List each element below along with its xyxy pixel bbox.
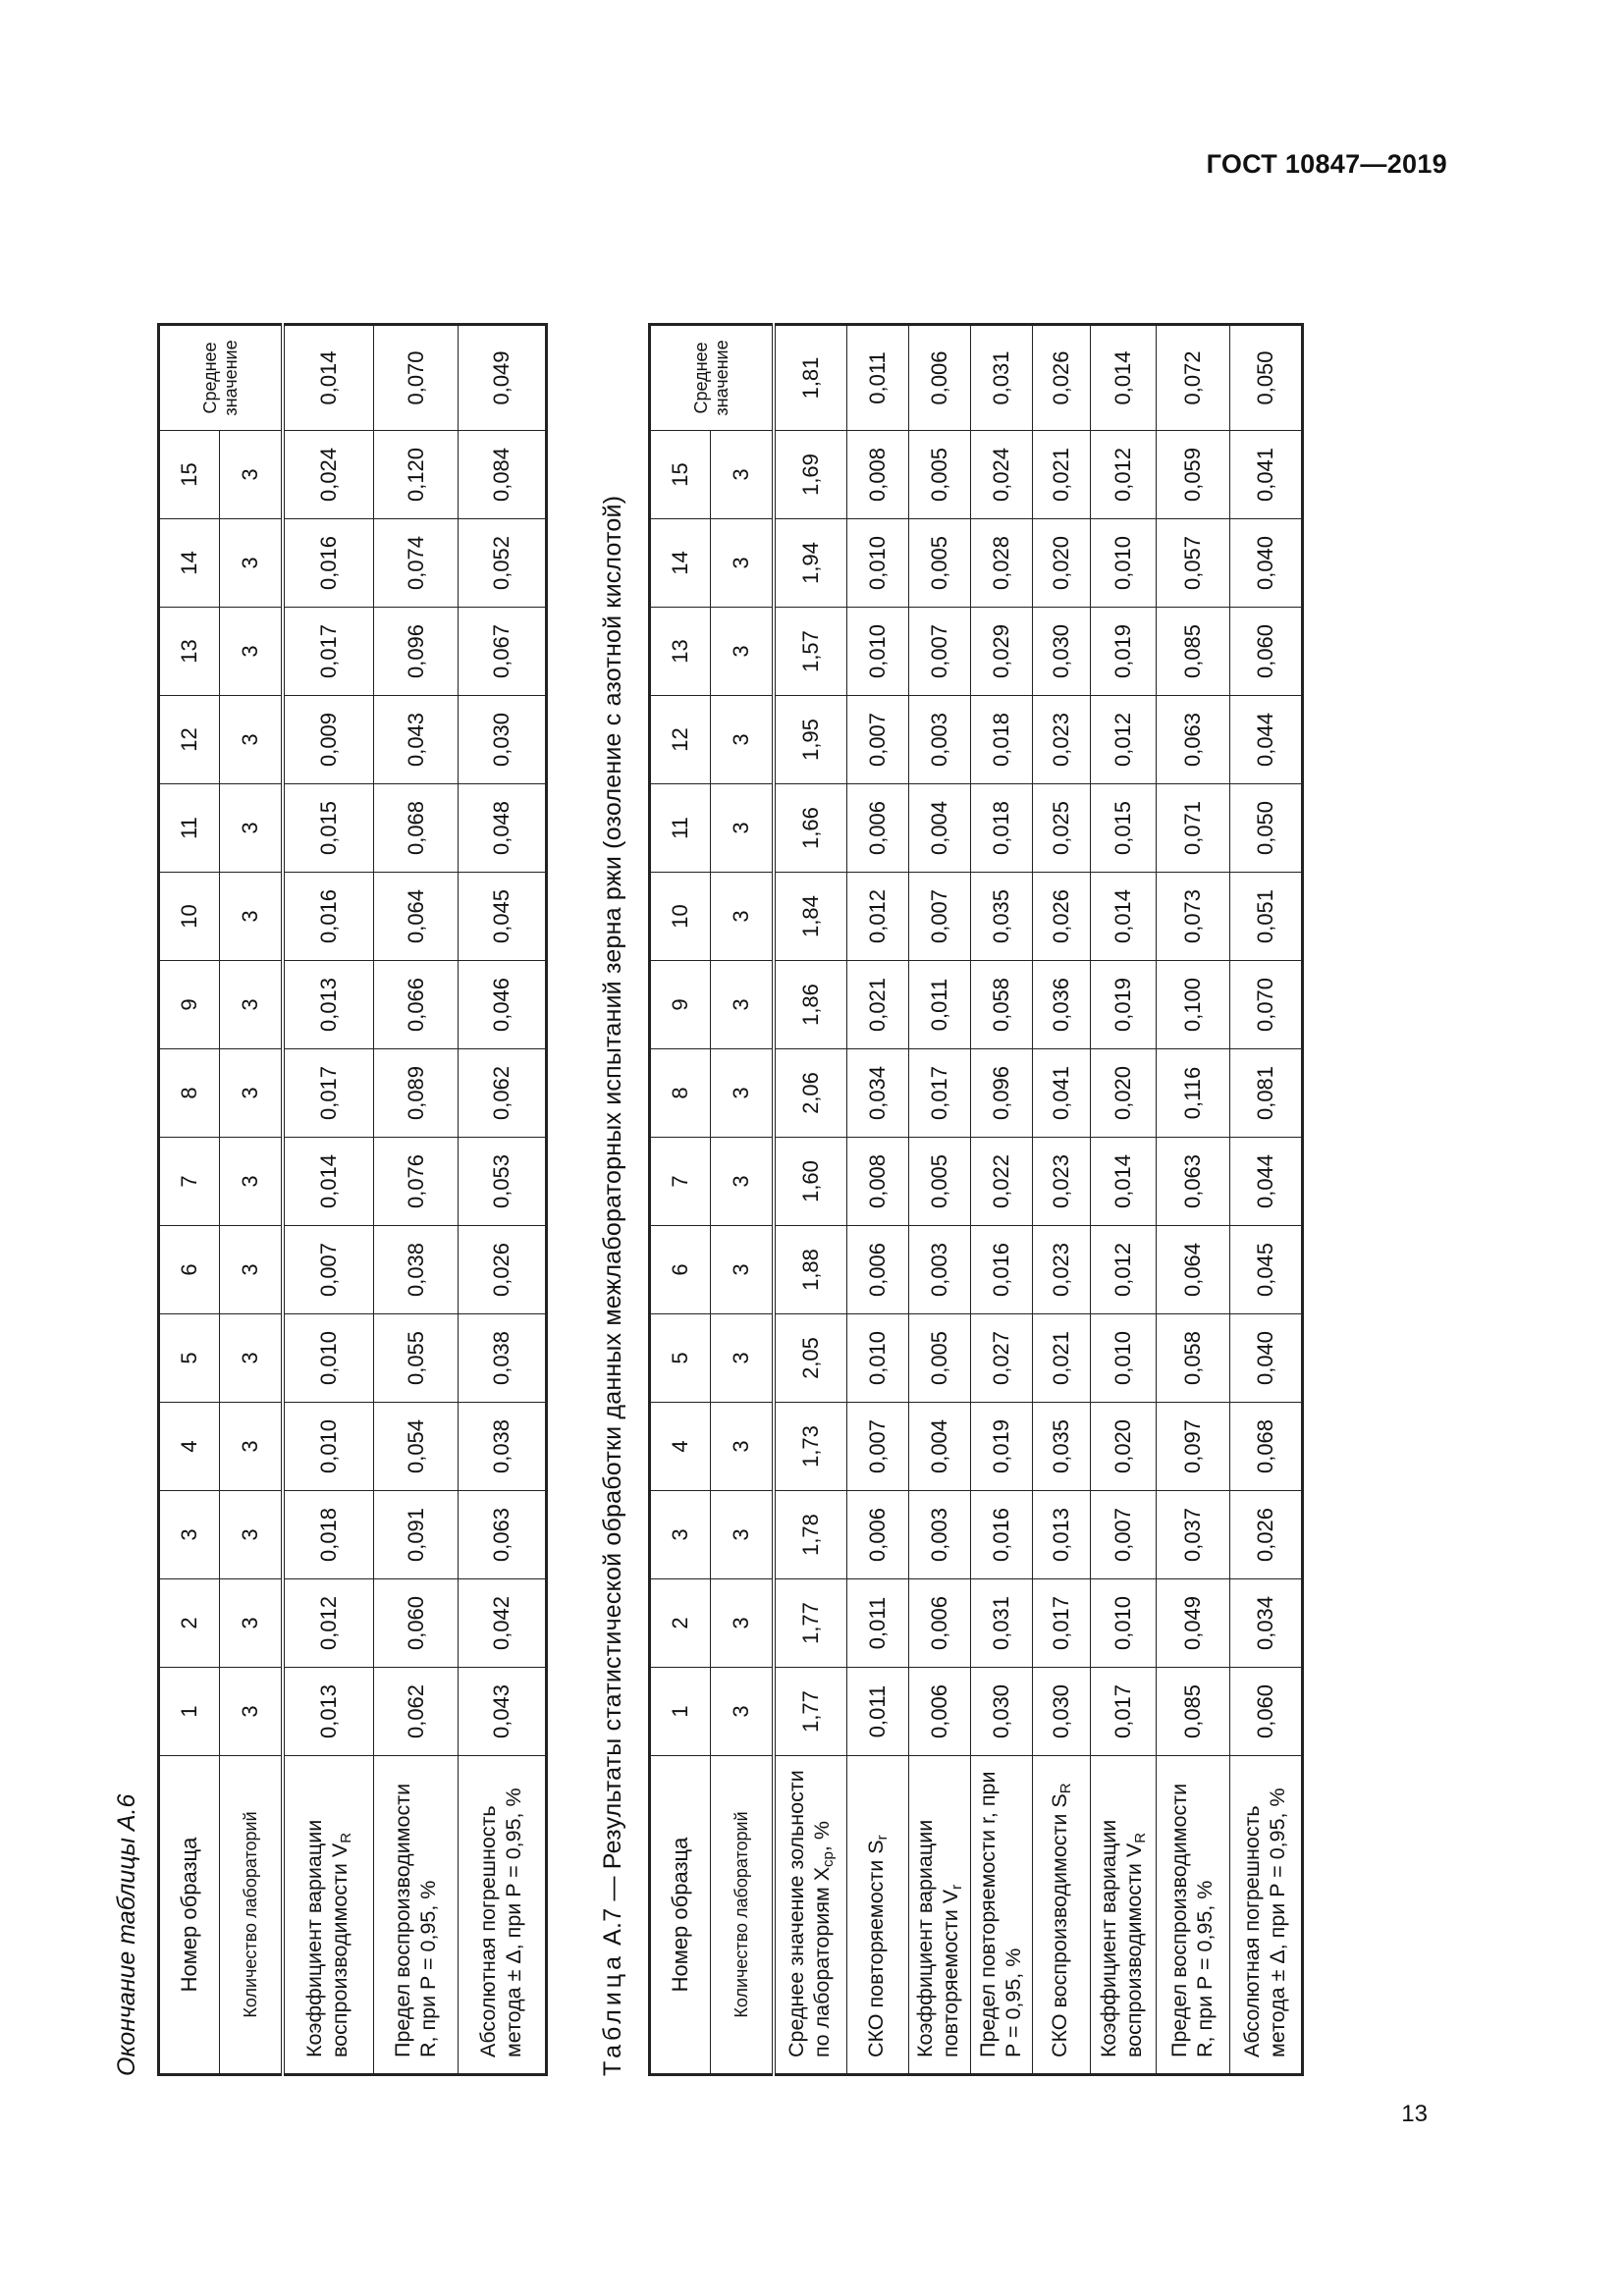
row-label-tail: , % bbox=[809, 1821, 834, 1852]
value-cell: 0,017 bbox=[1033, 1579, 1091, 1668]
sample-number-cell: 4 bbox=[650, 1403, 711, 1491]
average-cell: 0,014 bbox=[283, 325, 374, 431]
value-cell: 0,005 bbox=[909, 519, 971, 608]
value-cell: 0,063 bbox=[1157, 1138, 1230, 1226]
value-cell: 0,116 bbox=[1157, 1049, 1230, 1138]
value-cell: 1,78 bbox=[774, 1491, 847, 1579]
value-cell: 0,013 bbox=[283, 1668, 374, 1756]
value-cell: 0,049 bbox=[1157, 1579, 1230, 1668]
value-cell: 0,068 bbox=[1230, 1403, 1303, 1491]
value-cell: 1,86 bbox=[774, 961, 847, 1049]
value-cell: 0,018 bbox=[283, 1491, 374, 1579]
row-label-main: Среднее значение зольности по лабораториям X bbox=[785, 1770, 834, 2057]
row-label-main: Коэффициент вариации воспроизводимости V bbox=[1097, 1819, 1146, 2057]
value-cell: 0,035 bbox=[971, 873, 1033, 961]
lab-count-cell: 3 bbox=[220, 784, 284, 873]
value-cell: 0,058 bbox=[971, 961, 1033, 1049]
sample-number-cell: 1 bbox=[650, 1668, 711, 1756]
value-cell: 0,006 bbox=[847, 1491, 909, 1579]
average-cell: 0,011 bbox=[847, 325, 909, 431]
sample-number-cell: 13 bbox=[650, 608, 711, 696]
average-cell: 0,072 bbox=[1157, 325, 1230, 431]
value-cell: 0,058 bbox=[1157, 1314, 1230, 1403]
value-cell: 0,071 bbox=[1157, 784, 1230, 873]
table-a7-caption bbox=[599, 496, 627, 2076]
value-cell: 0,023 bbox=[1033, 1226, 1091, 1314]
value-cell: 0,055 bbox=[374, 1314, 459, 1403]
value-cell: 0,010 bbox=[1091, 519, 1157, 608]
value-cell: 0,007 bbox=[847, 1403, 909, 1491]
value-cell: 0,030 bbox=[971, 1668, 1033, 1756]
table-header-row bbox=[650, 325, 711, 2075]
lab-count-cell: 3 bbox=[711, 1668, 775, 1756]
value-cell: 0,014 bbox=[283, 1138, 374, 1226]
lab-count-cell: 3 bbox=[220, 1138, 284, 1226]
header-lab-count: Количество лабораторий bbox=[220, 1756, 284, 2075]
value-cell: 0,041 bbox=[1230, 431, 1303, 519]
row-label-subscript: r bbox=[874, 1835, 891, 1841]
row-label-main: СКО повторяемости S bbox=[864, 1840, 888, 2057]
value-cell: 0,011 bbox=[909, 961, 971, 1049]
value-cell: 0,030 bbox=[1033, 1668, 1091, 1756]
page-number: 13 bbox=[1401, 2101, 1428, 2127]
value-cell: 0,005 bbox=[909, 1138, 971, 1226]
value-cell: 0,045 bbox=[1230, 1226, 1303, 1314]
value-cell: 0,007 bbox=[909, 608, 971, 696]
value-cell: 0,074 bbox=[374, 519, 459, 608]
value-cell: 0,015 bbox=[283, 784, 374, 873]
lab-count-cell: 3 bbox=[711, 784, 775, 873]
value-cell: 0,030 bbox=[1033, 608, 1091, 696]
sample-number-cell: 12 bbox=[159, 696, 220, 784]
lab-count-cell: 3 bbox=[220, 1491, 284, 1579]
row-label bbox=[283, 1756, 374, 2075]
value-cell: 0,067 bbox=[459, 608, 547, 696]
row-label bbox=[374, 1756, 459, 2075]
value-cell: 0,048 bbox=[459, 784, 547, 873]
table-row bbox=[909, 325, 971, 2075]
value-cell: 1,88 bbox=[774, 1226, 847, 1314]
value-cell: 0,027 bbox=[971, 1314, 1033, 1403]
average-cell: 0,070 bbox=[374, 325, 459, 431]
table-header-row bbox=[711, 325, 775, 2075]
row-label bbox=[1091, 1756, 1157, 2075]
value-cell: 0,073 bbox=[1157, 873, 1230, 961]
row-label bbox=[971, 1756, 1033, 2075]
value-cell: 0,005 bbox=[909, 1314, 971, 1403]
row-label-main: Коэффициент вариации воспроизводимости V bbox=[302, 1819, 352, 2057]
table-row bbox=[374, 325, 459, 2075]
value-cell: 0,015 bbox=[1091, 784, 1157, 873]
lab-count-cell: 3 bbox=[711, 1049, 775, 1138]
value-cell: 0,063 bbox=[1157, 696, 1230, 784]
value-cell: 0,012 bbox=[847, 873, 909, 961]
sample-number-cell: 2 bbox=[159, 1579, 220, 1668]
value-cell: 0,064 bbox=[1157, 1226, 1230, 1314]
value-cell: 0,020 bbox=[1033, 519, 1091, 608]
value-cell: 0,031 bbox=[971, 1579, 1033, 1668]
value-cell: 0,040 bbox=[1230, 1314, 1303, 1403]
value-cell: 0,100 bbox=[1157, 961, 1230, 1049]
lab-count-cell: 3 bbox=[220, 873, 284, 961]
lab-count-cell: 3 bbox=[220, 1579, 284, 1668]
lab-count-cell: 3 bbox=[220, 961, 284, 1049]
value-cell: 1,94 bbox=[774, 519, 847, 608]
value-cell: 0,051 bbox=[1230, 873, 1303, 961]
value-cell: 2,06 bbox=[774, 1049, 847, 1138]
value-cell: 0,097 bbox=[1157, 1403, 1230, 1491]
value-cell: 1,84 bbox=[774, 873, 847, 961]
row-label-subscript: R bbox=[337, 1832, 354, 1843]
lab-count-cell: 3 bbox=[711, 1579, 775, 1668]
value-cell: 0,006 bbox=[847, 1226, 909, 1314]
value-cell: 0,085 bbox=[1157, 1668, 1230, 1756]
table-row bbox=[971, 325, 1033, 2075]
row-label-main: СКО воспроизводимости S bbox=[1048, 1793, 1071, 2057]
value-cell: 0,010 bbox=[847, 1314, 909, 1403]
value-cell: 0,038 bbox=[374, 1226, 459, 1314]
value-cell: 0,068 bbox=[374, 784, 459, 873]
header-lab-count: Количество лабораторий bbox=[711, 1756, 775, 2075]
value-cell: 0,022 bbox=[971, 1138, 1033, 1226]
sample-number-cell: 8 bbox=[159, 1049, 220, 1138]
sample-number-cell: 6 bbox=[650, 1226, 711, 1314]
value-cell: 0,010 bbox=[847, 608, 909, 696]
lab-count-cell: 3 bbox=[711, 519, 775, 608]
row-label bbox=[847, 1756, 909, 2075]
table-row bbox=[1157, 325, 1230, 2075]
sample-number-cell: 7 bbox=[159, 1138, 220, 1226]
table-row bbox=[283, 325, 374, 2075]
value-cell: 0,020 bbox=[1091, 1403, 1157, 1491]
value-cell: 0,044 bbox=[1230, 696, 1303, 784]
value-cell: 1,66 bbox=[774, 784, 847, 873]
value-cell: 0,003 bbox=[909, 696, 971, 784]
table-header-row bbox=[220, 325, 284, 2075]
value-cell: 0,045 bbox=[459, 873, 547, 961]
average-cell: 0,049 bbox=[459, 325, 547, 431]
value-cell: 0,006 bbox=[847, 784, 909, 873]
lab-count-cell: 3 bbox=[711, 431, 775, 519]
value-cell: 0,014 bbox=[1091, 873, 1157, 961]
value-cell: 0,013 bbox=[1033, 1491, 1091, 1579]
value-cell: 1,77 bbox=[774, 1579, 847, 1668]
lab-count-cell: 3 bbox=[711, 873, 775, 961]
value-cell: 0,043 bbox=[374, 696, 459, 784]
value-cell: 0,026 bbox=[1033, 873, 1091, 961]
value-cell: 0,007 bbox=[847, 696, 909, 784]
lab-count-cell: 3 bbox=[711, 1491, 775, 1579]
lab-count-cell: 3 bbox=[220, 1049, 284, 1138]
value-cell: 0,006 bbox=[909, 1579, 971, 1668]
value-cell: 0,021 bbox=[1033, 1314, 1091, 1403]
value-cell: 0,040 bbox=[1230, 519, 1303, 608]
value-cell: 0,096 bbox=[971, 1049, 1033, 1138]
value-cell: 0,076 bbox=[374, 1138, 459, 1226]
value-cell: 0,010 bbox=[1091, 1314, 1157, 1403]
value-cell: 0,081 bbox=[1230, 1049, 1303, 1138]
value-cell: 0,013 bbox=[283, 961, 374, 1049]
lab-count-cell: 3 bbox=[220, 431, 284, 519]
value-cell: 0,050 bbox=[1230, 784, 1303, 873]
lab-count-cell: 3 bbox=[711, 1314, 775, 1403]
average-cell: 0,026 bbox=[1033, 325, 1091, 431]
row-label-subscript: r bbox=[947, 1884, 965, 1890]
row-label-main: Абсолютная погрешность метода ± Δ, при P = 0,95, % bbox=[1240, 1788, 1289, 2057]
lab-count-cell: 3 bbox=[711, 608, 775, 696]
value-cell: 0,016 bbox=[971, 1226, 1033, 1314]
value-cell: 0,059 bbox=[1157, 431, 1230, 519]
value-cell: 0,085 bbox=[1157, 608, 1230, 696]
value-cell: 0,016 bbox=[283, 519, 374, 608]
value-cell: 0,003 bbox=[909, 1491, 971, 1579]
value-cell: 0,016 bbox=[971, 1491, 1033, 1579]
value-cell: 0,038 bbox=[459, 1403, 547, 1491]
value-cell: 0,063 bbox=[459, 1491, 547, 1579]
lab-count-cell: 3 bbox=[220, 696, 284, 784]
value-cell: 0,062 bbox=[374, 1668, 459, 1756]
sample-number-cell: 10 bbox=[650, 873, 711, 961]
value-cell: 0,007 bbox=[909, 873, 971, 961]
value-cell: 0,007 bbox=[283, 1226, 374, 1314]
value-cell: 0,018 bbox=[971, 696, 1033, 784]
value-cell: 0,023 bbox=[1033, 696, 1091, 784]
lab-count-cell: 3 bbox=[711, 961, 775, 1049]
value-cell: 0,009 bbox=[283, 696, 374, 784]
value-cell: 0,011 bbox=[847, 1668, 909, 1756]
sample-number-cell: 14 bbox=[159, 519, 220, 608]
sample-number-cell: 13 bbox=[159, 608, 220, 696]
table-a6-caption: Окончание таблицы А.6 bbox=[113, 1793, 140, 2076]
table-row bbox=[459, 325, 547, 2075]
lab-count-cell: 3 bbox=[220, 1668, 284, 1756]
sample-number-cell: 8 bbox=[650, 1049, 711, 1138]
value-cell: 0,017 bbox=[283, 608, 374, 696]
value-cell: 0,030 bbox=[459, 696, 547, 784]
value-cell: 1,57 bbox=[774, 608, 847, 696]
sample-number-cell: 12 bbox=[650, 696, 711, 784]
sample-number-cell: 15 bbox=[159, 431, 220, 519]
sample-number-cell: 7 bbox=[650, 1138, 711, 1226]
value-cell: 0,028 bbox=[971, 519, 1033, 608]
average-cell: 0,006 bbox=[909, 325, 971, 431]
value-cell: 0,054 bbox=[374, 1403, 459, 1491]
value-cell: 0,041 bbox=[1033, 1049, 1091, 1138]
value-cell: 0,007 bbox=[1091, 1491, 1157, 1579]
value-cell: 1,69 bbox=[774, 431, 847, 519]
value-cell: 0,057 bbox=[1157, 519, 1230, 608]
value-cell: 0,016 bbox=[283, 873, 374, 961]
sample-number-cell: 9 bbox=[159, 961, 220, 1049]
lab-count-cell: 3 bbox=[711, 696, 775, 784]
sample-number-cell: 11 bbox=[650, 784, 711, 873]
lab-count-cell: 3 bbox=[220, 1403, 284, 1491]
value-cell: 0,005 bbox=[909, 431, 971, 519]
sample-number-cell: 3 bbox=[650, 1491, 711, 1579]
table-row bbox=[1230, 325, 1303, 2075]
lab-count-cell: 3 bbox=[711, 1138, 775, 1226]
value-cell: 0,062 bbox=[459, 1049, 547, 1138]
value-cell: 0,042 bbox=[459, 1579, 547, 1668]
value-cell: 2,05 bbox=[774, 1314, 847, 1403]
value-cell: 0,089 bbox=[374, 1049, 459, 1138]
average-cell: 1,81 bbox=[774, 325, 847, 431]
sample-number-cell: 9 bbox=[650, 961, 711, 1049]
value-cell: 0,004 bbox=[909, 784, 971, 873]
value-cell: 0,096 bbox=[374, 608, 459, 696]
value-cell: 0,012 bbox=[283, 1579, 374, 1668]
value-cell: 1,77 bbox=[774, 1668, 847, 1756]
sample-number-cell: 5 bbox=[650, 1314, 711, 1403]
row-label-subscript: R bbox=[1057, 1783, 1074, 1794]
header-average: Среднее значение bbox=[650, 325, 775, 431]
value-cell: 1,60 bbox=[774, 1138, 847, 1226]
value-cell: 0,046 bbox=[459, 961, 547, 1049]
lab-count-cell: 3 bbox=[220, 608, 284, 696]
sample-number-cell: 6 bbox=[159, 1226, 220, 1314]
value-cell: 0,010 bbox=[283, 1403, 374, 1491]
header-sample-number: Номер образца bbox=[650, 1756, 711, 2075]
value-cell: 0,034 bbox=[1230, 1579, 1303, 1668]
value-cell: 0,012 bbox=[1091, 431, 1157, 519]
value-cell: 0,038 bbox=[459, 1314, 547, 1403]
value-cell: 0,034 bbox=[847, 1049, 909, 1138]
value-cell: 0,052 bbox=[459, 519, 547, 608]
value-cell: 0,091 bbox=[374, 1491, 459, 1579]
value-cell: 1,95 bbox=[774, 696, 847, 784]
sample-number-cell: 15 bbox=[650, 431, 711, 519]
average-cell: 0,050 bbox=[1230, 325, 1303, 431]
lab-count-cell: 3 bbox=[220, 1226, 284, 1314]
value-cell: 0,008 bbox=[847, 1138, 909, 1226]
value-cell: 0,036 bbox=[1033, 961, 1091, 1049]
value-cell: 0,019 bbox=[1091, 961, 1157, 1049]
value-cell: 0,010 bbox=[283, 1314, 374, 1403]
table-row bbox=[1091, 325, 1157, 2075]
value-cell: 0,012 bbox=[1091, 696, 1157, 784]
lab-count-cell: 3 bbox=[220, 519, 284, 608]
average-cell: 0,014 bbox=[1091, 325, 1157, 431]
value-cell: 0,006 bbox=[909, 1668, 971, 1756]
lab-count-cell: 3 bbox=[711, 1226, 775, 1314]
document-title: ГОСТ 10847—2019 bbox=[1206, 149, 1447, 179]
rotated-page-content bbox=[113, 231, 1458, 2076]
value-cell: 0,084 bbox=[459, 431, 547, 519]
row-label bbox=[459, 1756, 547, 2075]
value-cell: 0,070 bbox=[1230, 961, 1303, 1049]
row-label-main: Абсолютная погрешность метода ± Δ, при P = 0,95, % bbox=[476, 1788, 525, 2057]
value-cell: 0,017 bbox=[283, 1049, 374, 1138]
average-cell: 0,031 bbox=[971, 325, 1033, 431]
value-cell: 0,024 bbox=[971, 431, 1033, 519]
row-label-main: Предел воспроизводимости R, при P = 0,95, % bbox=[1167, 1783, 1217, 2057]
value-cell: 0,060 bbox=[374, 1579, 459, 1668]
value-cell: 0,019 bbox=[1091, 608, 1157, 696]
value-cell: 0,010 bbox=[1091, 1579, 1157, 1668]
sample-number-cell: 11 bbox=[159, 784, 220, 873]
table-row bbox=[847, 325, 909, 2075]
value-cell: 0,060 bbox=[1230, 608, 1303, 696]
value-cell: 0,025 bbox=[1033, 784, 1091, 873]
value-cell: 0,008 bbox=[847, 431, 909, 519]
value-cell: 0,023 bbox=[1033, 1138, 1091, 1226]
value-cell: 0,004 bbox=[909, 1403, 971, 1491]
value-cell: 1,73 bbox=[774, 1403, 847, 1491]
table-a6 bbox=[157, 323, 548, 2076]
value-cell: 0,014 bbox=[1091, 1138, 1157, 1226]
row-label bbox=[1157, 1756, 1230, 2075]
sample-number-cell: 5 bbox=[159, 1314, 220, 1403]
sample-number-cell: 2 bbox=[650, 1579, 711, 1668]
sample-number-cell: 10 bbox=[159, 873, 220, 961]
sample-number-cell: 14 bbox=[650, 519, 711, 608]
value-cell: 0,026 bbox=[459, 1226, 547, 1314]
table-row bbox=[1033, 325, 1091, 2075]
value-cell: 0,064 bbox=[374, 873, 459, 961]
value-cell: 0,011 bbox=[847, 1579, 909, 1668]
row-label-main: Коэффициент вариации повторяемости V bbox=[913, 1819, 962, 2057]
value-cell: 0,044 bbox=[1230, 1138, 1303, 1226]
row-label bbox=[1230, 1756, 1303, 2075]
sample-number-cell: 4 bbox=[159, 1403, 220, 1491]
row-label bbox=[774, 1756, 847, 2075]
value-cell: 0,066 bbox=[374, 961, 459, 1049]
value-cell: 0,053 bbox=[459, 1138, 547, 1226]
row-label-subscript: ср bbox=[819, 1851, 837, 1867]
table-a7-caption-text: А.7 — Результаты статистической обработки данных межлабораторных испытаний зерна ржи (озоление с азотной кислотой) bbox=[599, 495, 626, 1946]
value-cell: 0,060 bbox=[1230, 1668, 1303, 1756]
value-cell: 0,037 bbox=[1157, 1491, 1230, 1579]
table-header-row bbox=[159, 325, 220, 2075]
table-a7 bbox=[648, 323, 1304, 2076]
table-row bbox=[774, 325, 847, 2075]
value-cell: 0,020 bbox=[1091, 1049, 1157, 1138]
value-cell: 0,021 bbox=[1033, 431, 1091, 519]
value-cell: 0,035 bbox=[1033, 1403, 1091, 1491]
lab-count-cell: 3 bbox=[220, 1314, 284, 1403]
row-label bbox=[909, 1756, 971, 2075]
header-average: Среднее значение bbox=[159, 325, 284, 431]
value-cell: 0,012 bbox=[1091, 1226, 1157, 1314]
sample-number-cell: 3 bbox=[159, 1491, 220, 1579]
value-cell: 0,003 bbox=[909, 1226, 971, 1314]
value-cell: 0,017 bbox=[909, 1049, 971, 1138]
value-cell: 0,024 bbox=[283, 431, 374, 519]
header-sample-number: Номер образца bbox=[159, 1756, 220, 2075]
lab-count-cell: 3 bbox=[711, 1403, 775, 1491]
row-label-subscript: R bbox=[1131, 1832, 1149, 1843]
value-cell: 0,120 bbox=[374, 431, 459, 519]
row-label-main: Предел воспроизводимости R, при P = 0,95, % bbox=[390, 1783, 440, 2057]
value-cell: 0,029 bbox=[971, 608, 1033, 696]
value-cell: 0,018 bbox=[971, 784, 1033, 873]
row-label bbox=[1033, 1756, 1091, 2075]
table-a7-caption-label: Таблица bbox=[599, 1951, 626, 2076]
value-cell: 0,019 bbox=[971, 1403, 1033, 1491]
sample-number-cell: 1 bbox=[159, 1668, 220, 1756]
value-cell: 0,026 bbox=[1230, 1491, 1303, 1579]
value-cell: 0,043 bbox=[459, 1668, 547, 1756]
value-cell: 0,010 bbox=[847, 519, 909, 608]
value-cell: 0,021 bbox=[847, 961, 909, 1049]
row-label-main: Предел повторяемости r, при P = 0,95, % bbox=[976, 1771, 1025, 2057]
value-cell: 0,017 bbox=[1091, 1668, 1157, 1756]
